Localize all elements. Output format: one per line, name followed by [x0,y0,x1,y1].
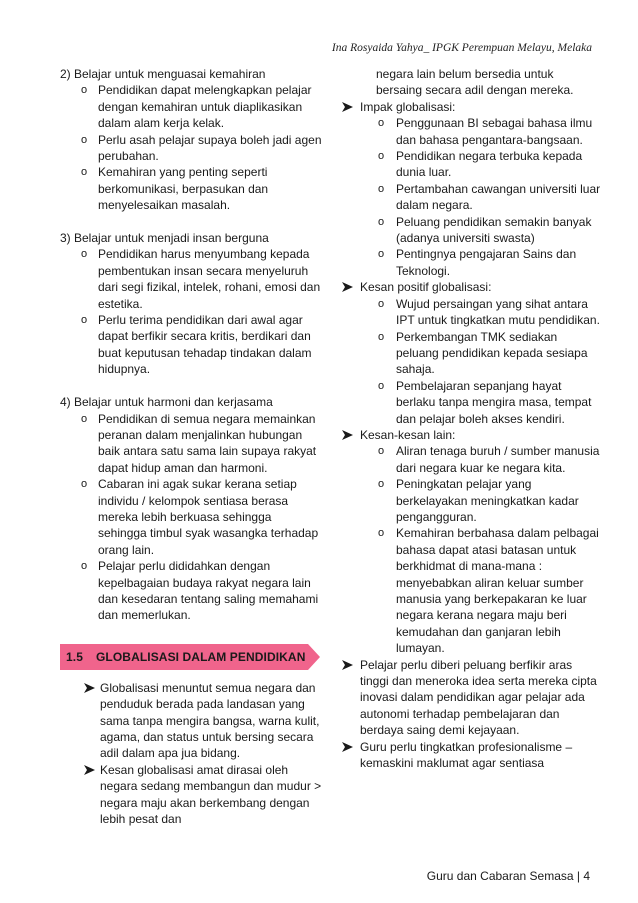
group-title: Impak globalisasi: [360,99,456,114]
list-item [340,657,602,739]
bullet-text: Kesan globalisasi amat dirasai oleh negara sedang membangun dan mudur > negara maju akan berkembang dengan lebih pesat dan [100,762,322,827]
list-item: o Perlu asah pelajar supaya boleh jadi agen perubahan. [60,132,322,165]
arrow-bullet-icon [342,282,353,292]
right-bullets [340,99,602,772]
arrow-bullet-icon [342,742,353,752]
sub-list [60,246,322,377]
section-banner [60,644,320,670]
arrow-bullet-icon [84,683,95,693]
arrow-bullet-icon [342,660,353,670]
arrow-bullet-icon [84,765,95,775]
list-item: o Penggunaan BI sebagai bahasa ilmu dan bahasa pengantara-bangsaan. [360,115,602,148]
list-item: o Aliran tenaga buruh / sumber manusia dari negara kuar ke negara kita. [360,443,602,476]
sub-list [60,411,322,624]
bullet-text: Globalisasi menuntut semua negara dan penduduk berada pada landasan yang sama tanpa mengira bangsa, warna kulit, agama, dan status untuk bersing secara adil dalam apa jua bidang. [100,680,320,761]
list-item: o Pendidikan di semua negara memainkan peranan dalam menjalinkan hubungan baik antara satu sama lain supaya rakyat dapat hidup aman dan harmoni. [60,411,322,477]
group-title: Pelajar perlu diberi peluang berfikir aras tinggi dan meneroka idea serta mereka cipta inovasi dalam pendidikan agar pelajar ada autonomi terhadap pembelajaran dan berdaya saing demi kejayaan. [360,657,597,738]
list-item: o Pembelajaran sepanjang hayat berlaku tanpa mengira masa, tempat dan pelajar boleh akses kendiri. [360,378,602,427]
group-title: Kesan positif globalisasi: [360,280,492,295]
list-item: o Wujud persaingan yang sihat antara IPT untuk tingkatkan mutu pendidikan. [360,296,602,329]
globalization-bullets [60,680,322,828]
page-header: Ina Rosyaida Yahya_ IPGK Perempuan Melayu, Melaka [331,42,592,54]
list-item: o Pentingnya pengajaran Sains dan Teknologi. [360,246,602,279]
list-item: o Perlu terima pendidikan dari awal agar dapat berfikir secara kritis, berdikari dan buat keputusan tehadap tindakan dalam hidupnya. [60,312,322,378]
list-item: o Kemahiran berbahasa dalam pelbagai bahasa dapat atasi batasan untuk berkhidmat di mana-mana : menyebabkan aliran keluar sumber manusia yang berkepakaran ke luar negara kerana negara maju beri kemudahan dan ganjaran lebih lumayan. [360,525,602,656]
section-title: 3) Belajar untuk menjadi insan berguna [60,231,269,246]
list-item: o Peningkatan pelajar yang berkelayakan meningkatkan kadar pengangguran. [360,476,602,525]
section-useful-person [60,230,322,378]
list-item: o Perkembangan TMK sediakan peluang pendidikan kepada sesiapa sahaja. [360,329,602,378]
banner-title: GLOBALISASI DALAM PENDIDIKAN [96,649,306,664]
list-item [60,680,322,762]
list-item [60,762,322,828]
section-title: 4) Belajar untuk harmoni dan kerjasama [60,395,273,410]
banner-heading [66,649,305,665]
sub-list [360,296,602,427]
list-item: o Cabaran ini agak sukar kerana setiap individu / kelompok sentiasa berasa mereka lebih berkuasa sehingga sehingga timbul syak wasangka terhadap orang lain. [60,476,322,558]
page-footer: Guru dan Cabaran Semasa | 4 [426,869,590,883]
arrow-bullet-icon [342,430,353,440]
continuation-text: negara lain belum bersedia untuk bersaing secara adil dengan mereka. [376,67,574,98]
group-title: Kesan-kesan lain: [360,427,456,442]
right-column [340,66,602,771]
list-item: o Pelajar perlu dididahkan dengan kepelbagaian budaya rakyat negara lain dan kesedaran tentang saling memahami dan memerlukan. [60,558,322,624]
list-item [340,279,602,427]
group-title: Guru perlu tingkatkan profesionalisme – kemaskini maklumat agar sentiasa [360,739,573,771]
list-item [340,427,602,657]
list-item: o Pendidikan harus menyumbang kepada pembentukan insan secara menyeluruh dari segi fizikal, intelek, rohani, emosi dan estetika. [60,246,322,312]
arrow-bullet-icon [342,102,353,112]
section-harmony [60,394,322,624]
list-item: o Pendidikan dapat melengkapkan pelajar dengan kemahiran untuk diaplikasikan dalam alam kerja kelak. [60,82,322,131]
sub-list [60,82,322,213]
list-item: o Kemahiran yang penting seperti berkomunikasi, berpasukan dan menyelesaikan masalah. [60,164,322,213]
list-item [340,99,602,279]
list-item [340,739,602,772]
banner-number: 1.5 [66,649,83,664]
list-item: o Pertambahan cawangan universiti luar dalam negara. [360,181,602,214]
sub-list [360,443,602,656]
list-item: o Peluang pendidikan semakin banyak (adanya universiti swasta) [360,214,602,247]
list-item: o Pendidikan negara terbuka kepada dunia luar. [360,148,602,181]
left-column [60,66,322,827]
sub-list [360,115,602,279]
section-title: 2) Belajar untuk menguasai kemahiran [60,67,266,81]
section-skills [60,66,322,214]
